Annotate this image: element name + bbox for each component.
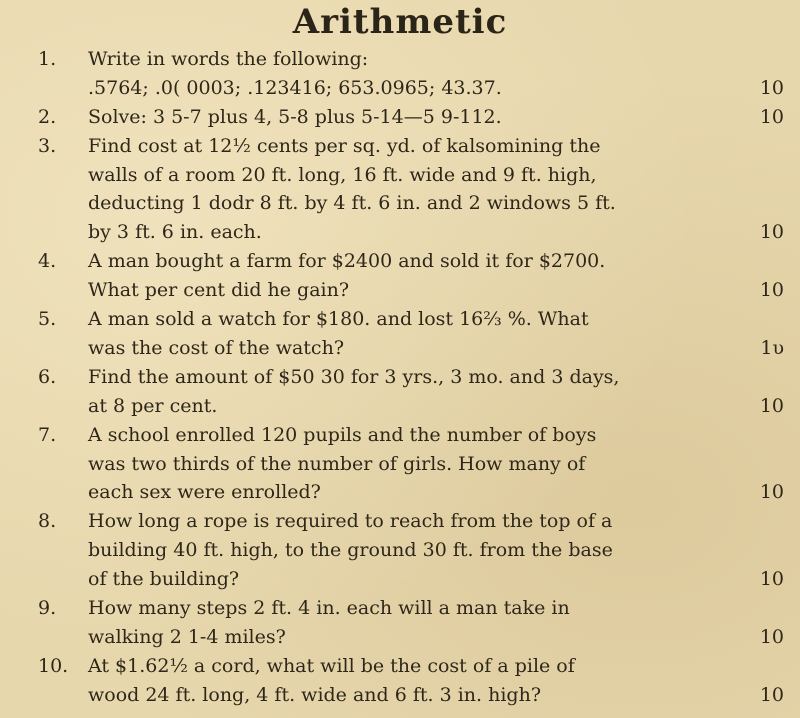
question-points: 10: [759, 568, 784, 591]
question-text-line: of the building?: [88, 568, 240, 591]
question-text-line: at 8 per cent.: [88, 394, 218, 417]
question-item: [0, 45, 800, 103]
question-points: 10: [759, 105, 784, 128]
question-item: [0, 594, 800, 652]
question-text-line: Find the amount of $50 30 for 3 yrs., 3 mo. and 3 days,: [88, 365, 620, 388]
page-title: Arithmetic: [292, 2, 508, 42]
question-text-line: was the cost of the watch?: [88, 336, 344, 359]
question-text-line: wood 24 ft. long, 4 ft. wide and 6 ft. 3 in. high?: [88, 683, 542, 706]
question-number: 3.: [38, 134, 57, 157]
question-text-line: walls of a room 20 ft. long, 16 ft. wide and 9 ft. high,: [88, 163, 597, 186]
question-text-line: How many steps 2 ft. 4 in. each will a man take in: [88, 597, 570, 620]
question-text-line: How long a rope is required to reach from the top of a: [88, 510, 613, 533]
question-points: 10: [759, 683, 784, 706]
question-text-line: Find cost at 12½ cents per sq. yd. of kalsomining the: [88, 134, 601, 157]
question-number: 1.: [38, 48, 57, 70]
question-points: 10: [759, 76, 784, 99]
question-points: 10: [759, 394, 784, 417]
question-number: 8.: [38, 510, 57, 533]
question-number: 4.: [38, 250, 57, 273]
question-points: 10: [759, 625, 784, 648]
question-item: [0, 652, 800, 710]
question-number: 6.: [38, 365, 57, 388]
question-text-line: A man bought a farm for $2400 and sold it for $2700.: [88, 250, 606, 273]
question-text-line: Write in words the following:: [88, 48, 369, 70]
question-item: [0, 507, 800, 594]
question-number: 5.: [38, 308, 57, 331]
question-text-line: At $1.62½ a cord, what will be the cost of a pile of: [88, 654, 575, 677]
question-number: 2.: [38, 105, 57, 128]
question-text-line: each sex were enrolled?: [88, 481, 321, 504]
question-text-line: Solve: 3 5-7 plus 4, 5-8 plus 5-14—5 9-112.: [88, 105, 502, 128]
question-text-line: A man sold a watch for $180. and lost 16⅔ %. What: [88, 308, 589, 331]
question-text-line: by 3 ft. 6 in. each.: [88, 221, 262, 244]
question-number: 9.: [38, 597, 57, 620]
question-points: 10: [759, 221, 784, 244]
question-text-line: A school enrolled 120 pupils and the number of boys: [88, 423, 597, 446]
question-text-line: What per cent did he gain?: [88, 279, 350, 302]
question-text-line: was two thirds of the number of girls. How many of: [88, 452, 586, 475]
question-points: 1υ: [760, 336, 784, 359]
question-number: 10.: [38, 654, 69, 677]
question-item: [0, 103, 800, 132]
question-text-line: .5764; .0( 0003; .123416; 653.0965; 43.37.: [88, 76, 502, 99]
question-text-line: building 40 ft. high, to the ground 30 ft. from the base: [88, 539, 613, 562]
question-points: 10: [759, 279, 784, 302]
question-points: 10: [759, 481, 784, 504]
question-item: [0, 305, 800, 363]
question-item: [0, 421, 800, 508]
question-item: [0, 247, 800, 305]
question-text-line: walking 2 1-4 miles?: [88, 625, 286, 648]
question-number: 7.: [38, 423, 57, 446]
question-item: [0, 363, 800, 421]
question-item: [0, 132, 800, 248]
question-text-line: deducting 1 dodr 8 ft. by 4 ft. 6 in. and 2 windows 5 ft.: [88, 192, 616, 215]
